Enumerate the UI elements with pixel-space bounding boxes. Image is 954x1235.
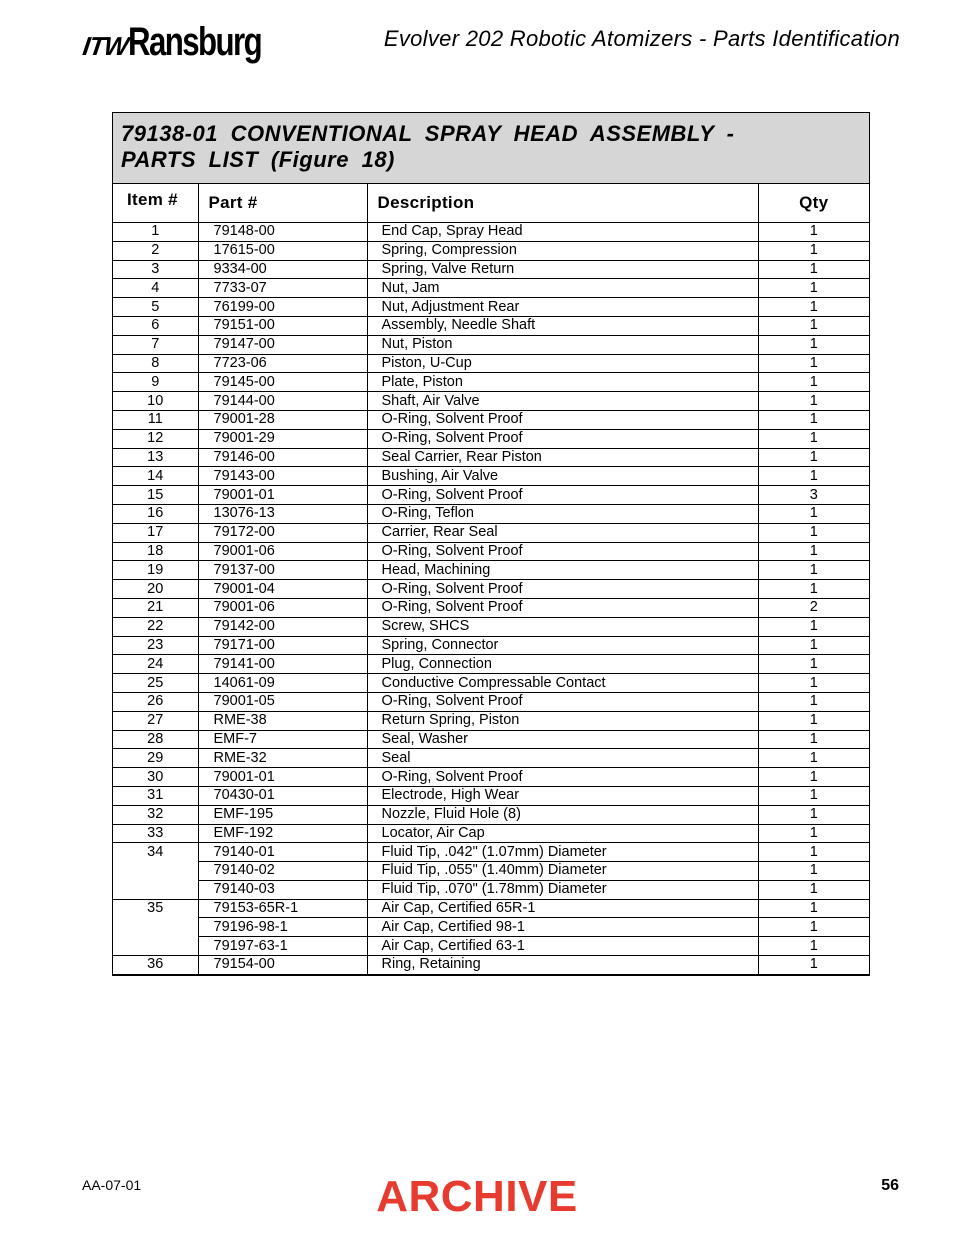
description-cell: Head, Machining [367,561,758,580]
table-row [113,223,869,242]
quantity-cell: 1 [758,786,869,805]
item-number-cell [113,862,198,881]
table-row [113,448,869,467]
item-number-cell: 18 [113,542,198,561]
description-cell: Return Spring, Piston [367,711,758,730]
quantity-cell: 1 [758,899,869,918]
description-cell: O-Ring, Teflon [367,504,758,523]
part-number-cell: RME-38 [198,711,367,730]
item-number-cell: 20 [113,580,198,599]
table-row [113,692,869,711]
part-number-cell: 79137-00 [198,561,367,580]
quantity-cell: 1 [758,241,869,260]
item-number-cell: 4 [113,279,198,298]
description-cell: Bushing, Air Valve [367,467,758,486]
table-row [113,786,869,805]
table-row [113,354,869,373]
item-number-cell: 34 [113,843,198,862]
description-cell: Electrode, High Wear [367,786,758,805]
part-number-cell: 79140-03 [198,880,367,899]
part-number-cell: 17615-00 [198,241,367,260]
part-number-cell: 7723-06 [198,354,367,373]
quantity-cell: 1 [758,655,869,674]
item-number-cell: 26 [113,692,198,711]
column-header-part: Part # [198,184,367,223]
part-number-cell: 79148-00 [198,223,367,242]
part-number-cell: 79001-05 [198,692,367,711]
item-number-cell: 29 [113,749,198,768]
table-row [113,730,869,749]
description-cell: Nut, Piston [367,335,758,354]
company-logo [80,20,298,70]
item-number-cell [113,880,198,899]
table-header-row [113,184,869,223]
description-cell: O-Ring, Solvent Proof [367,768,758,787]
item-number-cell [113,937,198,956]
quantity-cell: 3 [758,486,869,505]
part-number-cell: 79151-00 [198,316,367,335]
description-cell: O-Ring, Solvent Proof [367,692,758,711]
table-row [113,824,869,843]
column-header-qty: Qty [758,184,869,223]
table-title-line-2: PARTS LIST (Figure 18) [121,147,395,172]
part-number-cell: 79196-98-1 [198,918,367,937]
part-number-cell: 79001-28 [198,410,367,429]
table-row [113,918,869,937]
part-number-cell: 79001-04 [198,580,367,599]
part-number-cell: EMF-195 [198,805,367,824]
table-row [113,335,869,354]
part-number-cell: 79145-00 [198,373,367,392]
table-row [113,617,869,636]
item-number-cell: 27 [113,711,198,730]
description-cell: Assembly, Needle Shaft [367,316,758,335]
part-number-cell: 79154-00 [198,956,367,975]
table-row [113,880,869,899]
quantity-cell: 1 [758,580,869,599]
item-number-cell: 23 [113,636,198,655]
description-cell: Fluid Tip, .042" (1.07mm) Diameter [367,843,758,862]
part-number-cell: 79001-29 [198,429,367,448]
table-title-line-1: 79138-01 CONVENTIONAL SPRAY HEAD ASSEMBLY - [121,121,735,146]
item-number-cell: 14 [113,467,198,486]
description-cell: O-Ring, Solvent Proof [367,598,758,617]
description-cell: O-Ring, Solvent Proof [367,542,758,561]
table-row [113,429,869,448]
quantity-cell: 1 [758,692,869,711]
description-cell: Fluid Tip, .070" (1.78mm) Diameter [367,880,758,899]
table-body [113,223,869,975]
quantity-cell: 1 [758,354,869,373]
description-cell: Screw, SHCS [367,617,758,636]
item-number-cell: 17 [113,523,198,542]
table-row [113,542,869,561]
description-cell: O-Ring, Solvent Proof [367,429,758,448]
quantity-cell: 1 [758,467,869,486]
table-row [113,486,869,505]
description-cell: Air Cap, Certified 65R-1 [367,899,758,918]
item-number-cell: 7 [113,335,198,354]
table-row [113,843,869,862]
quantity-cell: 1 [758,805,869,824]
item-number-cell: 8 [113,354,198,373]
quantity-cell: 1 [758,279,869,298]
part-number-cell: 79001-06 [198,542,367,561]
table-row [113,956,869,975]
description-cell: Seal [367,749,758,768]
quantity-cell: 1 [758,824,869,843]
part-number-cell: 79172-00 [198,523,367,542]
part-number-cell: EMF-7 [198,730,367,749]
logo-name: Ransburg [127,20,261,64]
item-number-cell: 3 [113,260,198,279]
table-row [113,598,869,617]
table-row [113,674,869,693]
description-cell: Spring, Valve Return [367,260,758,279]
part-number-cell: 79141-00 [198,655,367,674]
quantity-cell: 1 [758,843,869,862]
quantity-cell: 1 [758,298,869,317]
quantity-cell: 1 [758,862,869,881]
column-header-item: Item # [113,184,198,223]
table-row [113,392,869,411]
item-number-cell: 6 [113,316,198,335]
quantity-cell: 1 [758,749,869,768]
description-cell: O-Ring, Solvent Proof [367,580,758,599]
quantity-cell: 1 [758,504,869,523]
quantity-cell: 1 [758,918,869,937]
item-number-cell: 33 [113,824,198,843]
item-number-cell: 5 [113,298,198,317]
item-number-cell: 24 [113,655,198,674]
part-number-cell: 79001-01 [198,486,367,505]
quantity-cell: 1 [758,523,869,542]
description-cell: End Cap, Spray Head [367,223,758,242]
table-row [113,580,869,599]
part-number-cell: 79142-00 [198,617,367,636]
description-cell: Piston, U-Cup [367,354,758,373]
item-number-cell: 9 [113,373,198,392]
logo-prefix: ITW [80,31,130,61]
item-number-cell [113,918,198,937]
part-number-cell: 79001-01 [198,768,367,787]
description-cell: Nut, Adjustment Rear [367,298,758,317]
item-number-cell: 25 [113,674,198,693]
table-row [113,636,869,655]
description-cell: Spring, Compression [367,241,758,260]
page-number: 56 [881,1177,899,1194]
part-number-cell: 9334-00 [198,260,367,279]
description-cell: Nut, Jam [367,279,758,298]
part-number-cell: 79001-06 [198,598,367,617]
description-cell: Nozzle, Fluid Hole (8) [367,805,758,824]
part-number-cell: 76199-00 [198,298,367,317]
description-cell: Seal, Washer [367,730,758,749]
part-number-cell: 13076-13 [198,504,367,523]
quantity-cell: 1 [758,373,869,392]
item-number-cell: 12 [113,429,198,448]
table-row [113,768,869,787]
item-number-cell: 13 [113,448,198,467]
quantity-cell: 1 [758,880,869,899]
table-row [113,504,869,523]
table-row [113,241,869,260]
parts-list-table [113,184,869,975]
item-number-cell: 10 [113,392,198,411]
table-title [113,113,869,184]
quantity-cell: 1 [758,561,869,580]
part-number-cell: 79140-01 [198,843,367,862]
quantity-cell: 1 [758,223,869,242]
description-cell: Ring, Retaining [367,956,758,975]
item-number-cell: 35 [113,899,198,918]
description-cell: Carrier, Rear Seal [367,523,758,542]
item-number-cell: 15 [113,486,198,505]
item-number-cell: 19 [113,561,198,580]
description-cell: O-Ring, Solvent Proof [367,486,758,505]
item-number-cell: 22 [113,617,198,636]
parts-list-table-container [112,112,870,976]
quantity-cell: 1 [758,335,869,354]
item-number-cell: 31 [113,786,198,805]
quantity-cell: 2 [758,598,869,617]
table-row [113,862,869,881]
part-number-cell: 70430-01 [198,786,367,805]
quantity-cell: 1 [758,542,869,561]
footer-document-code: AA-07-01 [82,1177,142,1193]
quantity-cell: 1 [758,636,869,655]
part-number-cell: 79197-63-1 [198,937,367,956]
description-cell: O-Ring, Solvent Proof [367,410,758,429]
item-number-cell: 32 [113,805,198,824]
quantity-cell: 1 [758,730,869,749]
quantity-cell: 1 [758,429,869,448]
table-row [113,373,869,392]
description-cell: Shaft, Air Valve [367,392,758,411]
item-number-cell: 1 [113,223,198,242]
description-cell: Air Cap, Certified 63-1 [367,937,758,956]
item-number-cell: 2 [113,241,198,260]
description-cell: Plate, Piston [367,373,758,392]
table-row [113,561,869,580]
item-number-cell: 16 [113,504,198,523]
description-cell: Fluid Tip, .055" (1.40mm) Diameter [367,862,758,881]
table-row [113,279,869,298]
description-cell: Plug, Connection [367,655,758,674]
quantity-cell: 1 [758,768,869,787]
quantity-cell: 1 [758,448,869,467]
part-number-cell: 79153-65R-1 [198,899,367,918]
table-row [113,899,869,918]
quantity-cell: 1 [758,392,869,411]
description-cell: Locator, Air Cap [367,824,758,843]
column-header-description: Description [367,184,758,223]
quantity-cell: 1 [758,956,869,975]
table-row [113,316,869,335]
description-cell: Conductive Compressable Contact [367,674,758,693]
part-number-cell: EMF-192 [198,824,367,843]
table-row [113,937,869,956]
table-row [113,410,869,429]
table-row [113,260,869,279]
part-number-cell: 79140-02 [198,862,367,881]
item-number-cell: 11 [113,410,198,429]
part-number-cell: 79143-00 [198,467,367,486]
part-number-cell: 79146-00 [198,448,367,467]
part-number-cell: 7733-07 [198,279,367,298]
description-cell: Seal Carrier, Rear Piston [367,448,758,467]
item-number-cell: 30 [113,768,198,787]
quantity-cell: 1 [758,674,869,693]
item-number-cell: 21 [113,598,198,617]
table-row [113,467,869,486]
item-number-cell: 36 [113,956,198,975]
part-number-cell: 14061-09 [198,674,367,693]
part-number-cell: 79171-00 [198,636,367,655]
quantity-cell: 1 [758,260,869,279]
quantity-cell: 1 [758,410,869,429]
item-number-cell: 28 [113,730,198,749]
document-title: Evolver 202 Robotic Atomizers - Parts Identification [383,26,900,51]
quantity-cell: 1 [758,711,869,730]
quantity-cell: 1 [758,316,869,335]
table-row [113,749,869,768]
quantity-cell: 1 [758,937,869,956]
quantity-cell: 1 [758,617,869,636]
description-cell: Spring, Connector [367,636,758,655]
part-number-cell: RME-32 [198,749,367,768]
description-cell: Air Cap, Certified 98-1 [367,918,758,937]
table-row [113,298,869,317]
table-row [113,805,869,824]
part-number-cell: 79144-00 [198,392,367,411]
table-row [113,711,869,730]
table-row [113,523,869,542]
table-row [113,655,869,674]
archive-watermark: ARCHIVE [376,1172,578,1221]
part-number-cell: 79147-00 [198,335,367,354]
